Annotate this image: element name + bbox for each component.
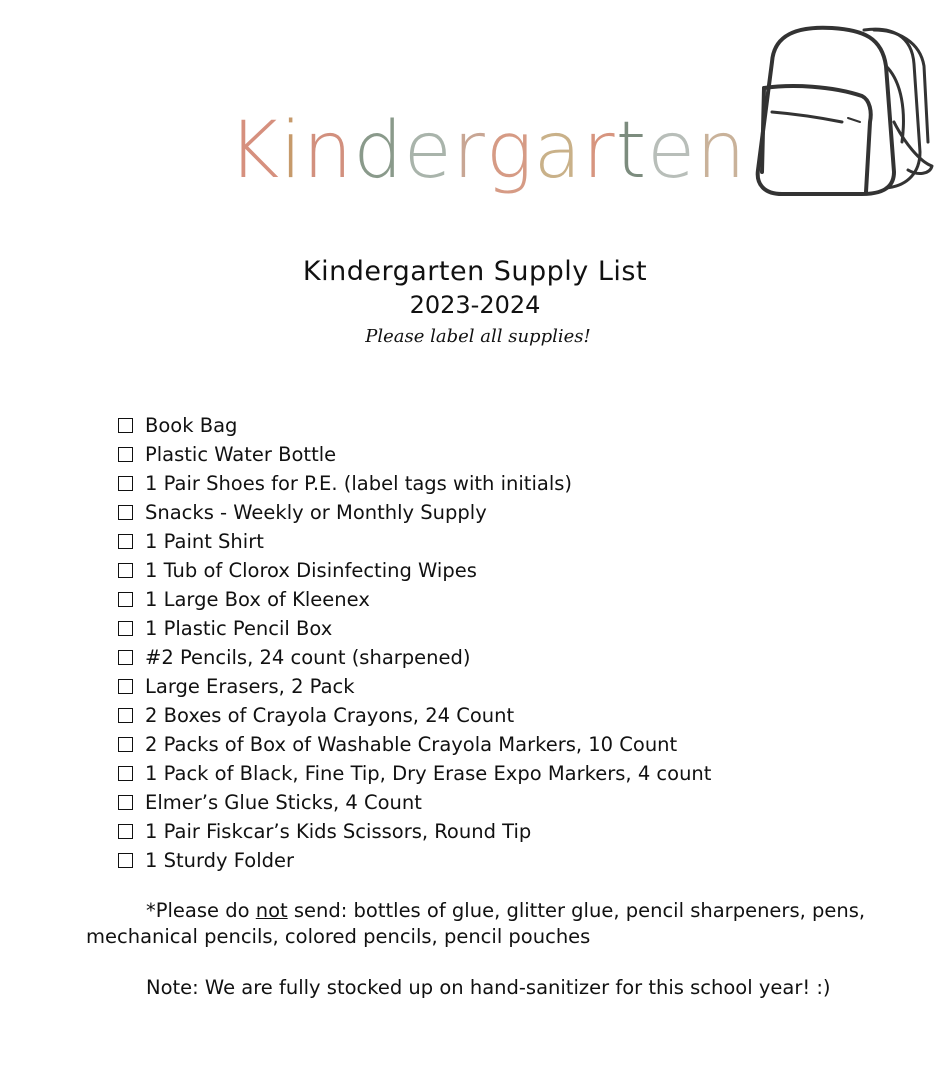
do-not-send-rest: send: bottles of glue, glitter glue, pencil sharpeners, pens, mechanical pencils, colored pencils, pencil pouches bbox=[86, 899, 866, 948]
supply-item-label: 1 Sturdy Folder bbox=[145, 849, 295, 872]
list-item bbox=[118, 701, 711, 730]
checkbox[interactable] bbox=[118, 795, 133, 810]
list-item bbox=[118, 672, 711, 701]
list-item bbox=[118, 759, 711, 788]
supply-item-label: #2 Pencils, 24 count (sharpened) bbox=[145, 646, 471, 669]
supply-item-label: Elmer’s Glue Sticks, 4 Count bbox=[145, 791, 422, 814]
checkbox[interactable] bbox=[118, 853, 133, 868]
banner-letter: d bbox=[353, 106, 404, 196]
checkbox[interactable] bbox=[118, 621, 133, 636]
checkbox[interactable] bbox=[118, 476, 133, 491]
supply-item-label: Large Erasers, 2 Pack bbox=[145, 675, 355, 698]
sanitizer-note: Note: We are fully stocked up on hand-sanitizer for this school year! :) bbox=[146, 976, 831, 999]
list-item bbox=[118, 614, 711, 643]
do-not-send-prefix: *Please do bbox=[146, 899, 256, 922]
banner-letter: i bbox=[280, 106, 303, 196]
banner-letter: a bbox=[533, 106, 583, 196]
supply-item-label: 1 Pack of Black, Fine Tip, Dry Erase Expo Markers, 4 count bbox=[145, 762, 712, 785]
banner-letter: n bbox=[696, 106, 747, 196]
banner-letter: t bbox=[615, 106, 648, 196]
list-item bbox=[118, 469, 711, 498]
checkbox[interactable] bbox=[118, 447, 133, 462]
list-item bbox=[118, 498, 711, 527]
do-not-send-emphasis: not bbox=[255, 899, 288, 922]
checkbox[interactable] bbox=[118, 650, 133, 665]
list-item bbox=[118, 788, 711, 817]
checkbox[interactable] bbox=[118, 824, 133, 839]
banner-letter: g bbox=[485, 106, 534, 196]
list-item bbox=[118, 440, 711, 469]
list-item bbox=[118, 527, 711, 556]
banner-letter: r bbox=[582, 106, 616, 196]
list-item bbox=[118, 730, 711, 759]
supply-item-label: 1 Pair Shoes for P.E. (label tags with initials) bbox=[145, 472, 573, 495]
supply-item-label: Snacks - Weekly or Monthly Supply bbox=[145, 501, 487, 524]
banner-letter: e bbox=[647, 106, 697, 196]
supply-item-label: 2 Boxes of Crayola Crayons, 24 Count bbox=[145, 704, 515, 727]
banner-letter: r bbox=[452, 106, 486, 196]
supply-item-label: 1 Paint Shirt bbox=[145, 530, 264, 553]
supply-item-label: Book Bag bbox=[145, 414, 238, 437]
list-item bbox=[118, 643, 711, 672]
school-year: 2023-2024 bbox=[409, 291, 541, 319]
kindergarten-banner bbox=[228, 106, 747, 196]
checkbox[interactable] bbox=[118, 505, 133, 520]
backpack-icon bbox=[752, 22, 936, 198]
label-supplies-note: Please label all supplies! bbox=[365, 326, 591, 347]
do-not-send-paragraph bbox=[86, 898, 886, 950]
supply-item-label: 1 Pair Fiskcar’s Kids Scissors, Round Tip bbox=[145, 820, 532, 843]
list-item bbox=[118, 817, 711, 846]
checkbox[interactable] bbox=[118, 534, 133, 549]
list-item bbox=[118, 556, 711, 585]
checkbox[interactable] bbox=[118, 418, 133, 433]
checkbox[interactable] bbox=[118, 563, 133, 578]
checkbox[interactable] bbox=[118, 592, 133, 607]
supply-item-label: Plastic Water Bottle bbox=[145, 443, 337, 466]
list-item bbox=[118, 846, 711, 875]
list-item bbox=[118, 585, 711, 614]
list-item bbox=[118, 411, 711, 440]
checkbox[interactable] bbox=[118, 708, 133, 723]
page-title: Kindergarten Supply List bbox=[302, 256, 648, 287]
checkbox[interactable] bbox=[118, 766, 133, 781]
banner-letter: n bbox=[302, 106, 354, 196]
checkbox[interactable] bbox=[118, 737, 133, 752]
supply-item-label: 1 Large Box of Kleenex bbox=[145, 588, 370, 611]
checkbox[interactable] bbox=[118, 679, 133, 694]
supply-item-label: 1 Plastic Pencil Box bbox=[145, 617, 333, 640]
supply-item-label: 2 Packs of Box of Washable Crayola Markers, 10 Count bbox=[145, 733, 678, 756]
banner-letter: e bbox=[403, 106, 453, 196]
banner-letter: K bbox=[228, 106, 281, 196]
supply-item-label: 1 Tub of Clorox Disinfecting Wipes bbox=[145, 559, 477, 582]
supply-list bbox=[118, 411, 711, 875]
